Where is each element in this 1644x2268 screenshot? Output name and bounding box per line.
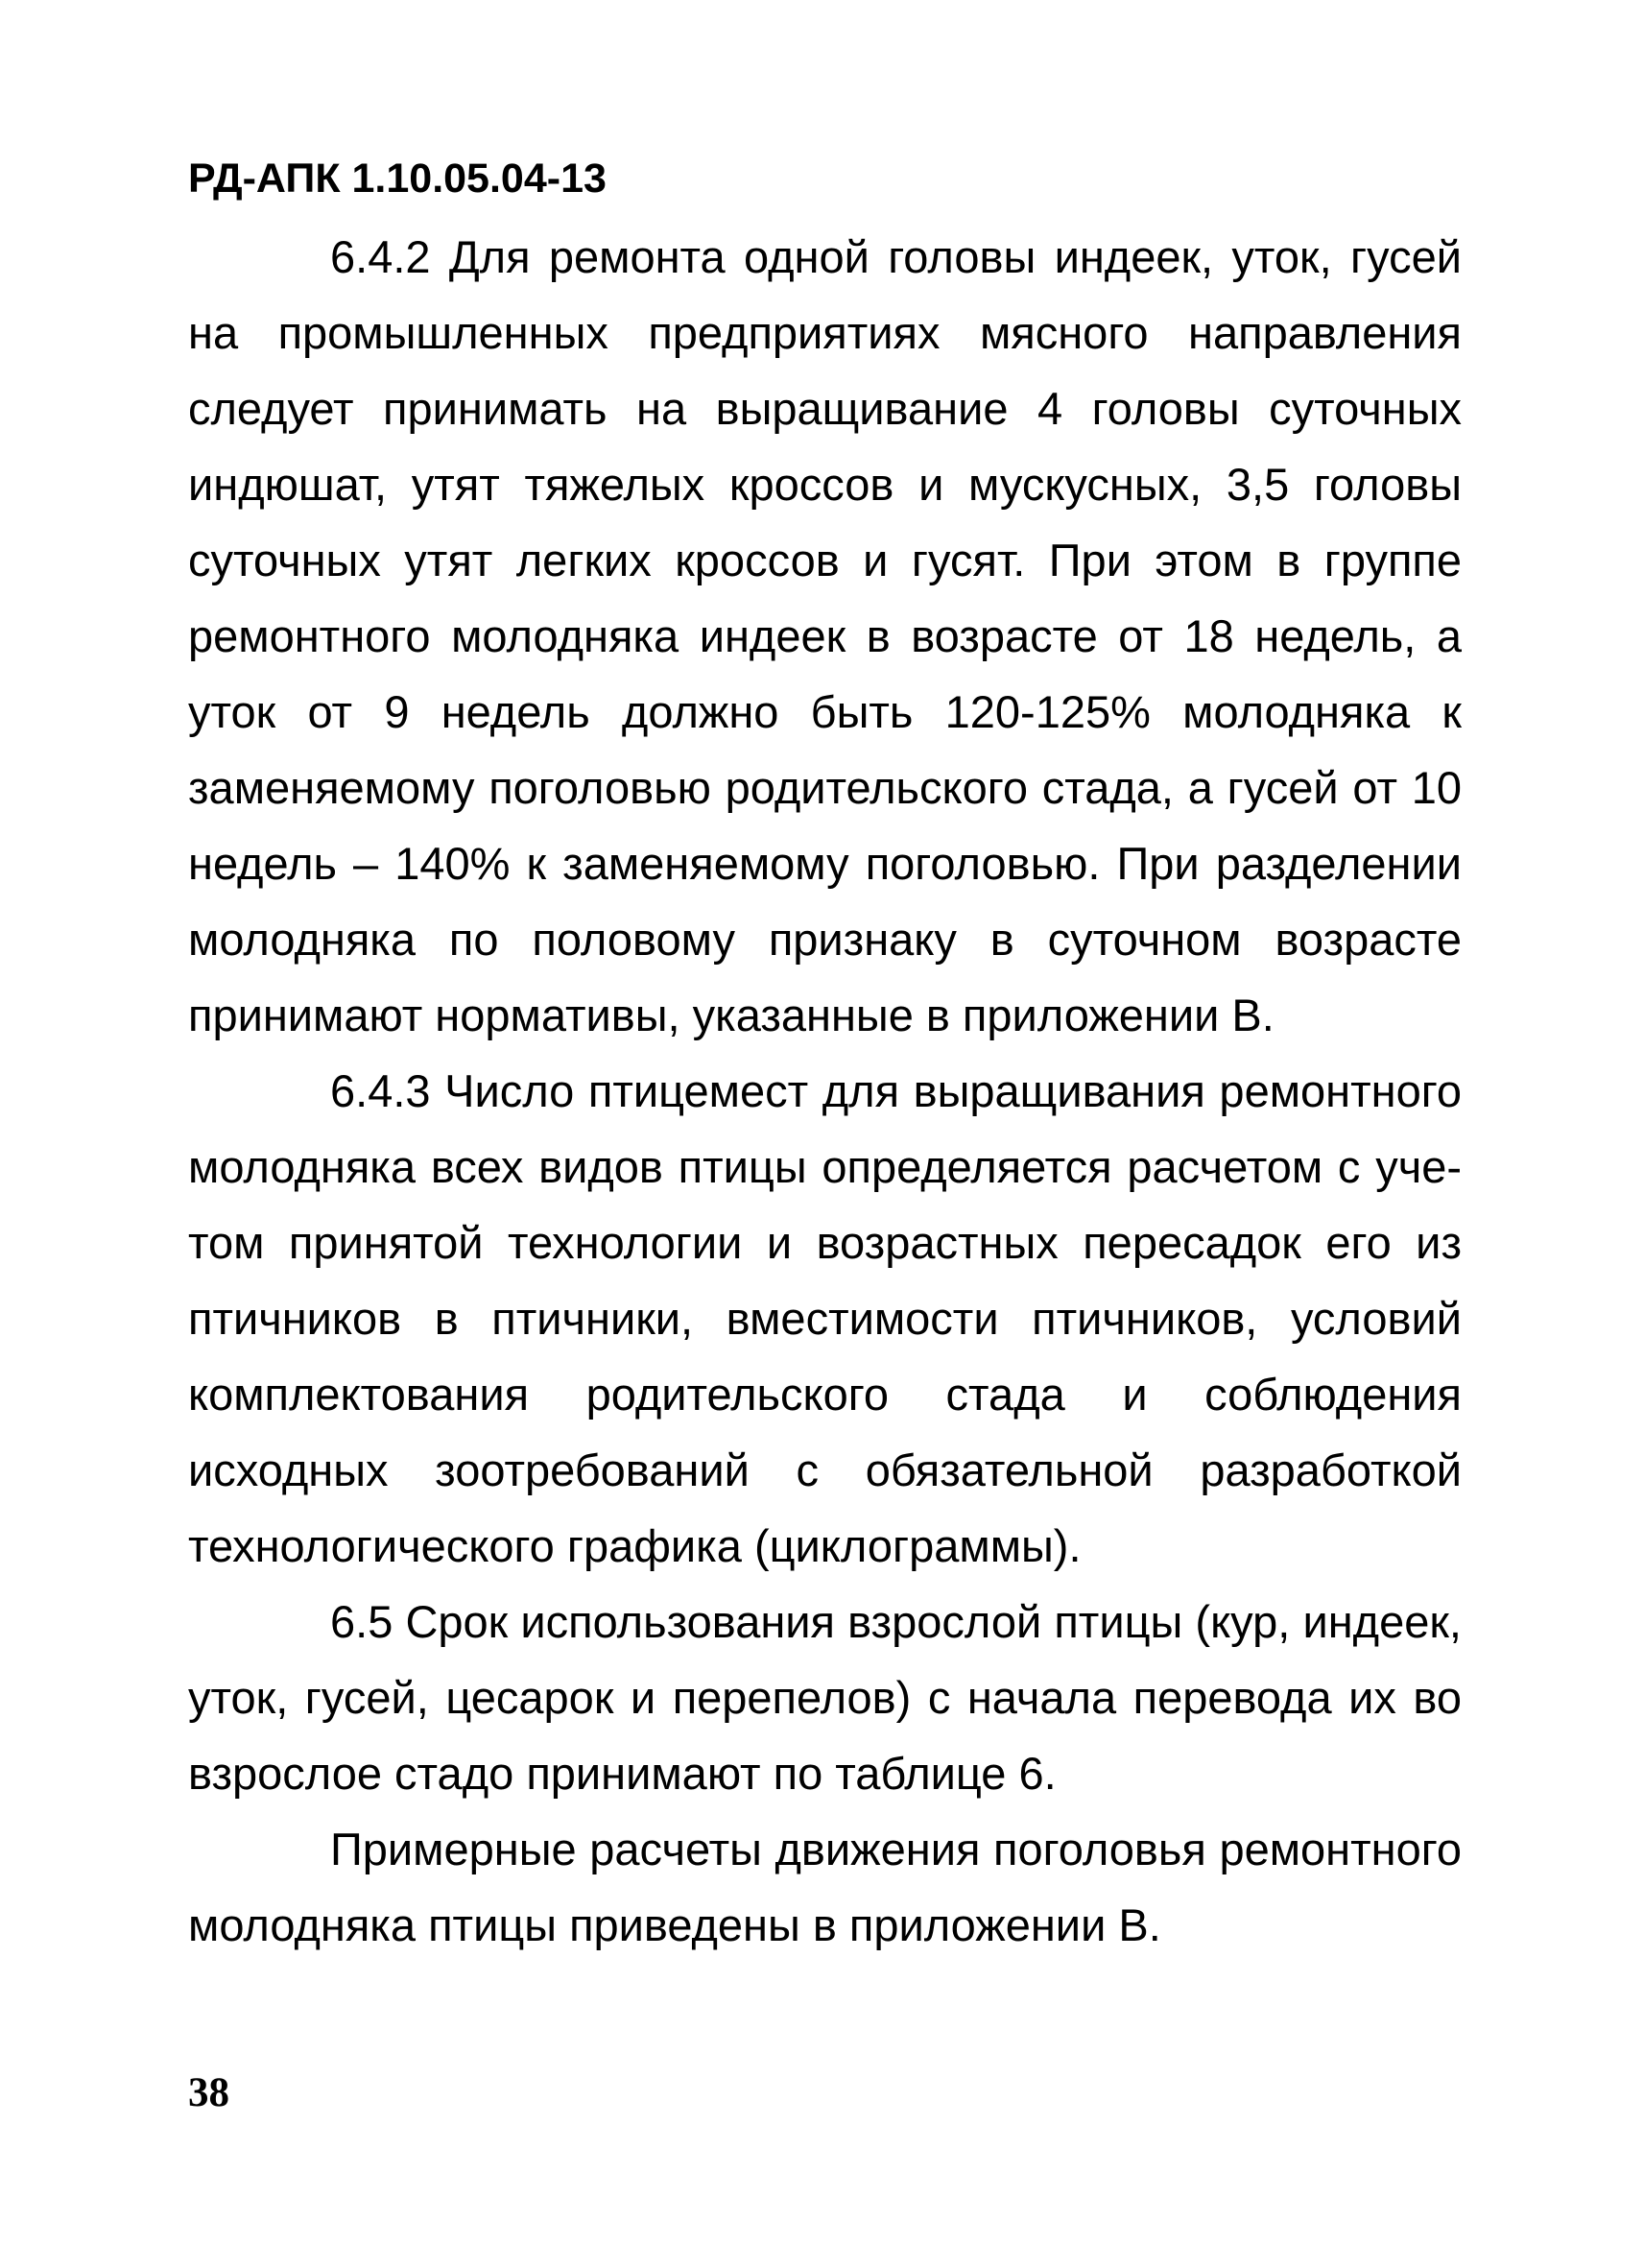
body-text xyxy=(188,219,1462,1963)
paragraph-6-4-3: 6.4.3 Число птицемест для выращивания ремонтного молодняка всех видов птицы определяется расчетом с учетом принятой технологии и возрастных пересадок его из птичников в птичники, вместимости птичников, условий комплектования родительского стада и соблюдения исходных зоотребований с обязательной разработкой технологического графика (циклограммы). xyxy=(188,1065,1462,1571)
paragraph-6-5: 6.5 Срок использования взрослой птицы (кур, индеек, уток, гусей, цесарок и перепелов) с начала перевода их во взрослое стадо принимают по таблице 6. xyxy=(188,1596,1462,1799)
page-number: 38 xyxy=(188,2070,229,2115)
paragraph-example-calculations: Примерные расчеты движения поголовья ремонтного молодняка птицы приведены в приложении В. xyxy=(188,1824,1462,1950)
paragraph-6-4-2: 6.4.2 Для ремонта одной головы индеек, уток, гусей на промышленных предприятиях мясного направления следует принимать на выращивание 4 головы суточных индюшат, утят тяжелых кроссов и мускусных, 3,5 головы суточных утят легких кроссов и гусят. При этом в группе ремонтного молодняка индеек в возрасте от 18 недель, а уток от 9 недель должно быть 120-125% молодняка к заменяемому поголовью родительского стада, а гусей от 10 недель – 140% к заменяемому поголовью. При разделении молодняка по половому признаку в суточном возрасте принимают нормативы, указанные в приложении В. xyxy=(188,231,1462,1040)
document-code-header: РД-АПК 1.10.05.04-13 xyxy=(188,155,607,202)
